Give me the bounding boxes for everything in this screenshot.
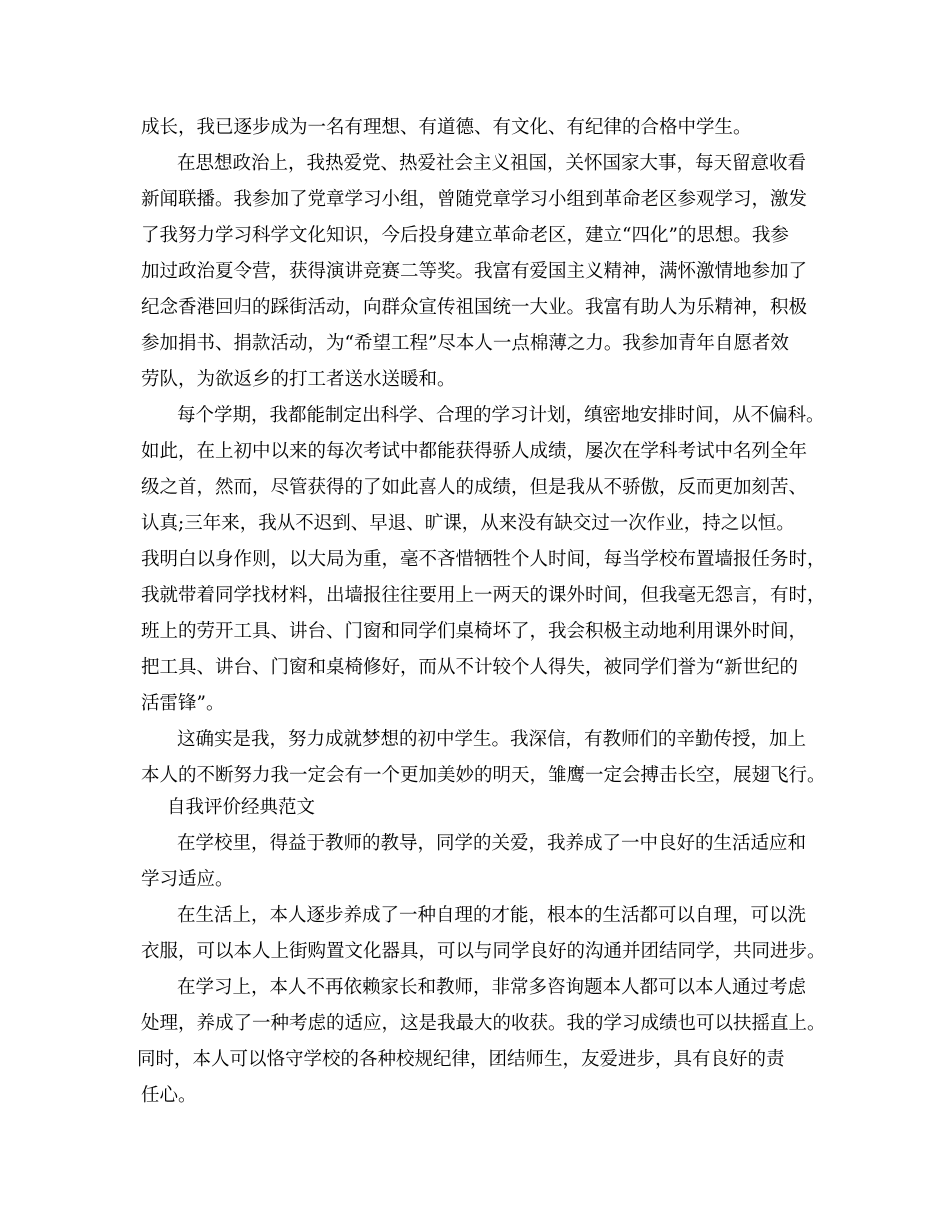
text-line: 纪念香港回归的踩街活动，向群众宣传祖国统一大业。我富有助人为乐精神，积极: [141, 297, 808, 318]
text-line: 在学习上，本人不再依赖家长和教师，非常多咨询题本人都可以本人通过考虑: [177, 977, 807, 998]
text-line: 劳队，为欲返乡的打工者送水送暖和。: [141, 369, 456, 390]
text-line: 如此，在上初中以来的每次考试中都能获得骄人成绩，屡次在学科考试中名列全年: [141, 441, 808, 462]
text-line: 在生活上，本人逐步养成了一种自理的才能，根本的生活都可以自理，可以洗: [177, 905, 807, 926]
text-line: 在思想政治上，我热爱党、热爱社会主义祖国，关怀国家大事，每天留意收看: [177, 153, 807, 174]
text-line: 班上的劳开工具、讲台、门窗和同学们桌椅坏了，我会积极主动地利用课外时间，: [141, 621, 808, 642]
text-line: 任心。: [141, 1085, 197, 1106]
text-line: 认真;三年来，我从不迟到、早退、旷课，从来没有缺交过一次作业，持之以恒。: [141, 513, 795, 534]
text-line: 同时，本人可以恪守学校的各种校规纪律，团结师生，友爱进步，具有良好的责: [137, 1049, 785, 1070]
text-line: 本人的不断努力我一定会有一个更加美妙的明天，雏鹰一定会搏击长空，展翅飞行。: [141, 765, 826, 786]
text-line: 衣服，可以本人上街购置文化器具，可以与同学良好的沟通并团结同学，共同进步。: [141, 941, 826, 962]
text-line: 我就带着同学找材料，出墙报往往要用上一两天的课外时间，但我毫无怨言，有时，: [141, 585, 826, 606]
text-line: 成长，我已逐步成为一名有理想、有道德、有文化、有纪律的合格中学生。: [141, 117, 752, 138]
text-line: 活雷锋”。: [141, 693, 225, 714]
text-line: 把工具、讲台、门窗和桌椅修好，而从不计较个人得失，被同学们誉为“新世纪的: [141, 657, 798, 678]
text-line: 加过政治夏令营，获得演讲竞赛二等奖。我富有爱国主义精神，满怀激情地参加了: [141, 261, 808, 282]
text-line: 处理，养成了一种考虑的适应，这是我最大的收获。我的学习成绩也可以扶摇直上。: [141, 1013, 826, 1034]
text-line: 级之首，然而，尽管获得的了如此喜人的成绩，但是我从不骄傲，反而更加刻苦、: [141, 477, 808, 498]
text-line: 在学校里，得益于教师的教导，同学的关爱，我养成了一中良好的生活适应和: [177, 833, 807, 854]
text-line: 学习适应。: [141, 869, 234, 890]
text-line: 参加捐书、捐款活动，为“希望工程”尽本人一点棉薄之力。我参加青年自愿者效: [141, 333, 789, 354]
section-heading: 自我评价经典范文: [167, 797, 316, 818]
text-line: 新闻联播。我参加了党章学习小组，曾随党章学习小组到革命老区参观学习，激发: [141, 189, 808, 210]
text-line: 了我努力学习科学文化知识，今后投身建立革命老区，建立“四化”的思想。我参: [141, 225, 789, 246]
text-line: 这确实是我，努力成就梦想的初中学生。我深信，有教师们的辛勤传授，加上: [177, 729, 807, 750]
text-line: 我明白以身作则，以大局为重，毫不吝惜牺牲个人时间，每当学校布置墙报任务时，: [141, 549, 826, 570]
text-line: 每个学期，我都能制定出科学、合理的学习计划，缜密地安排时间，从不偏科。: [177, 405, 825, 426]
